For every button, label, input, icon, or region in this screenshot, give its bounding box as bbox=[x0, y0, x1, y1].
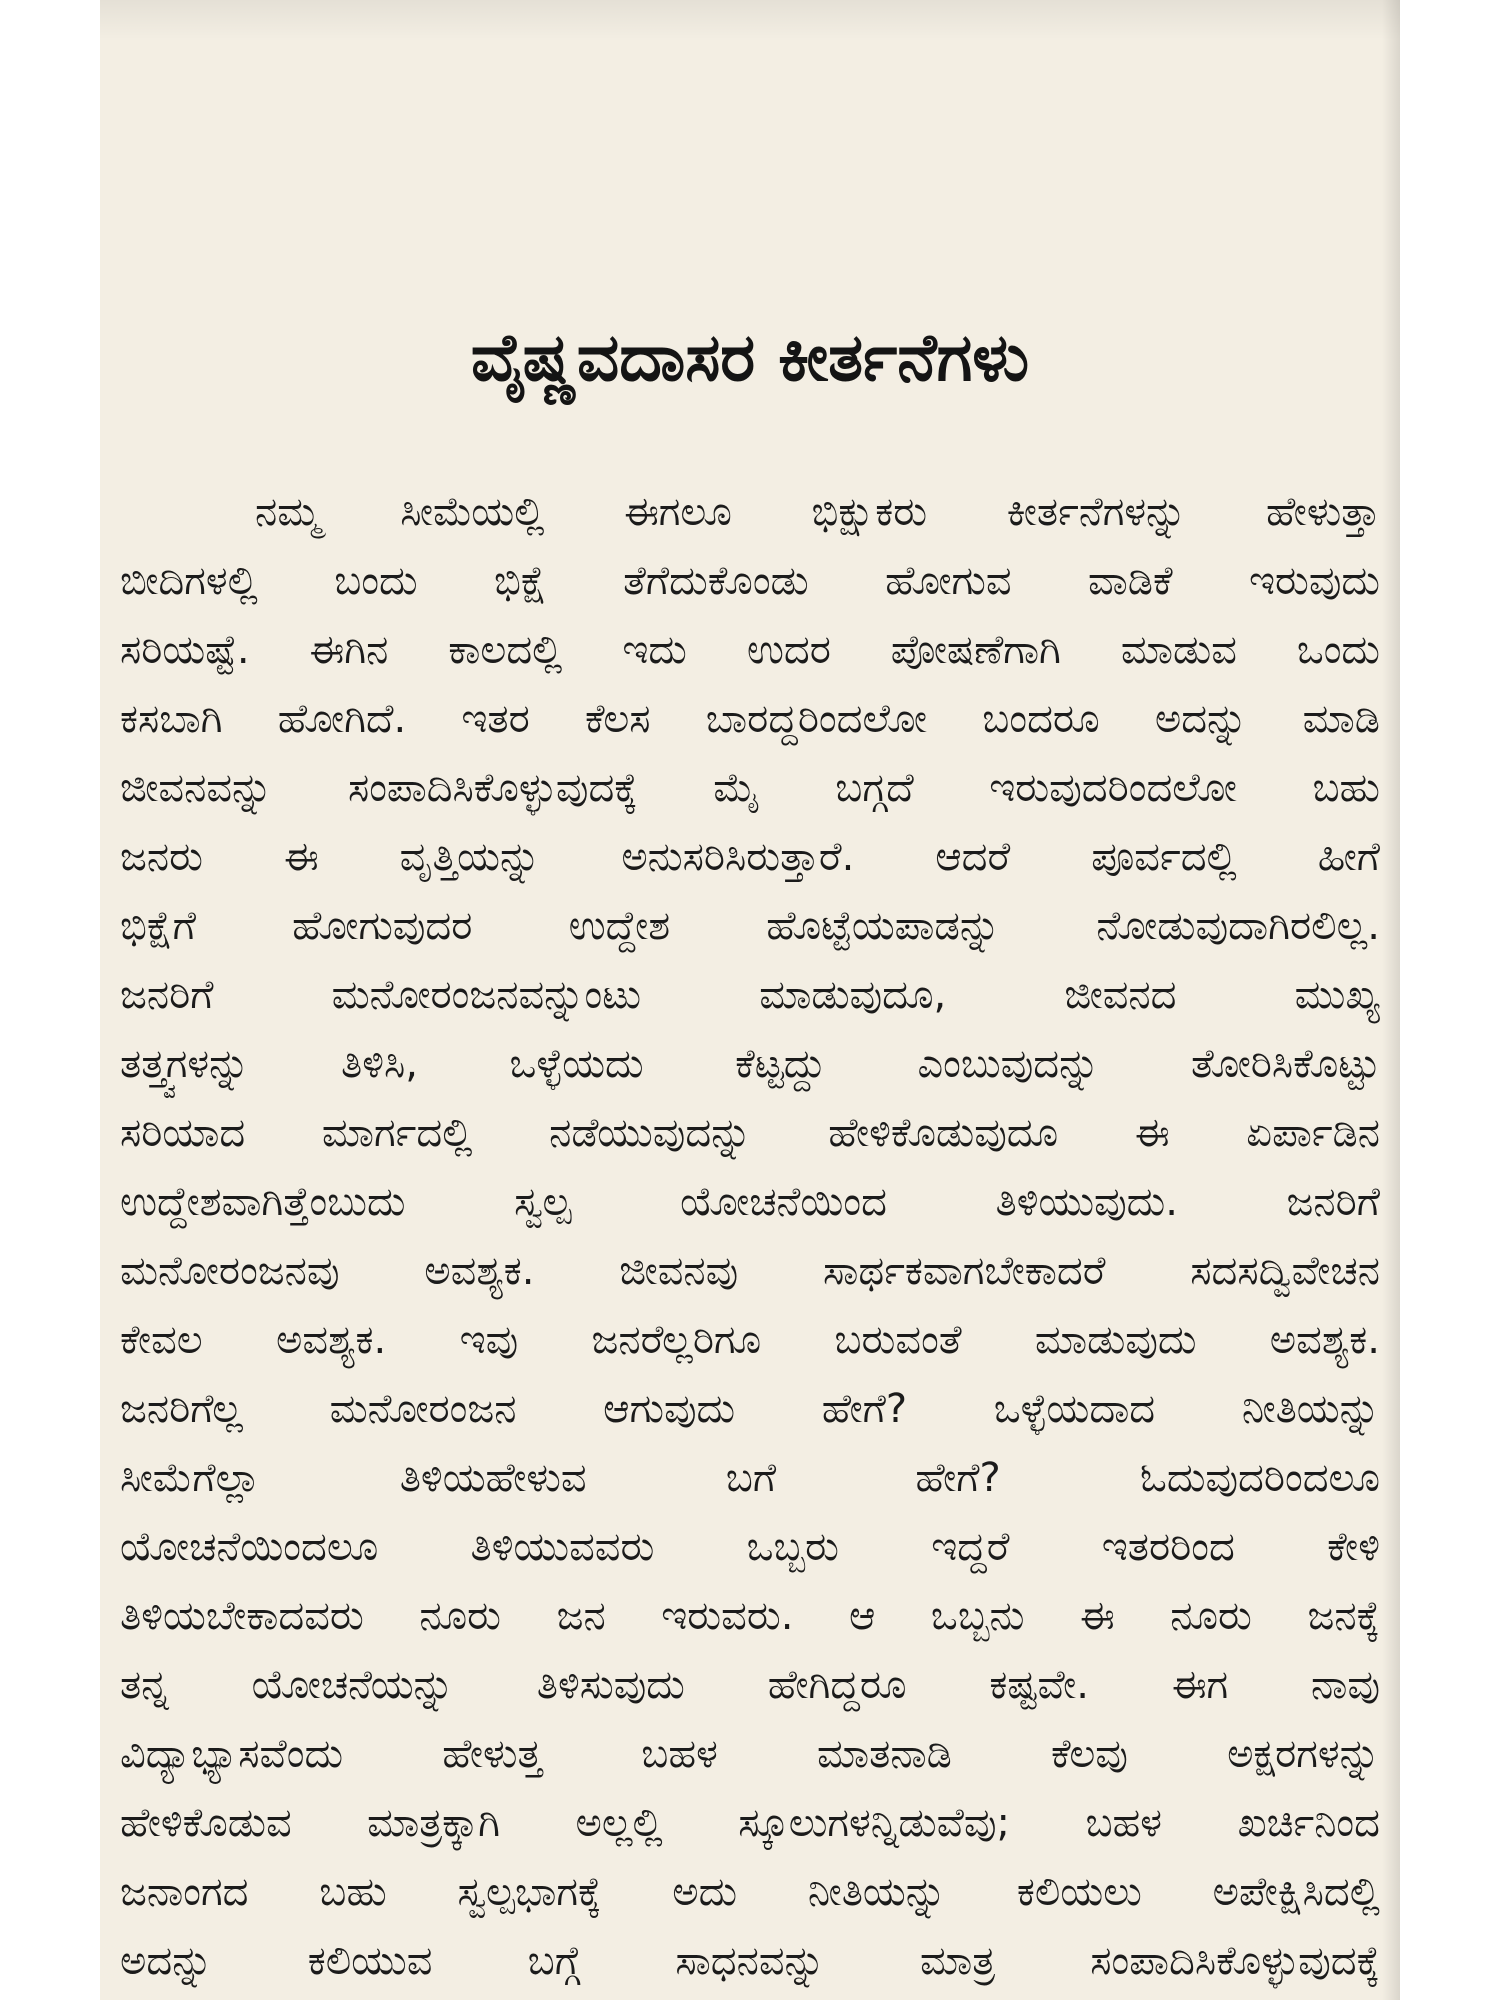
text-line: ತನ್ನ ಯೋಚನೆಯನ್ನು ತಿಳಿಸುವುದು ಹೇಗಿದ್ದರೂ ಕಷ್ಟವೇ. ಈಗ ನಾವು bbox=[120, 1662, 1380, 1708]
text-line: ತಿಳಿಯಬೇಕಾದವರು ನೂರು ಜನ ಇರುವರು. ಆ ಒಬ್ಬನು ಈ ನೂರು ಜನಕ್ಕೆ bbox=[120, 1593, 1380, 1639]
text-line: ಸರಿಯಷ್ಟೆ. ಈಗಿನ ಕಾಲದಲ್ಲಿ ಇದು ಉದರ ಪೋಷಣೆಗಾಗಿ ಮಾಡುವ ಒಂದು bbox=[120, 627, 1380, 673]
text-line: ಸೀಮೆಗೆಲ್ಲಾ ತಿಳಿಯಹೇಳುವ ಬಗೆ ಹೇಗೆ? ಓದುವುದರಿಂದಲೂ bbox=[120, 1455, 1380, 1501]
text-line: ಜನರಿಗೆ ಮನೋರಂಜನವನ್ನುಂಟು ಮಾಡುವುದೂ, ಜೀವನದ ಮುಖ್ಯ bbox=[120, 972, 1380, 1018]
text-line: ನಮ್ಮ ಸೀಮೆಯಲ್ಲಿ ಈಗಲೂ ಭಿಕ್ಷುಕರು ಕೀರ್ತನೆಗಳನ್ನು ಹೇಳುತ್ತಾ bbox=[255, 489, 1380, 535]
body-paragraph bbox=[120, 478, 1380, 1996]
text-line: ಅದನ್ನು ಕಲಿಯುವ ಬಗ್ಗೆ ಸಾಧನವನ್ನು ಮಾತ್ರ ಸಂಪಾದಿಸಿಕೊಳ್ಳುವುದಕ್ಕೆ bbox=[120, 1938, 1380, 1984]
text-line: ಜನಾಂಗದ ಬಹು ಸ್ವಲ್ಪಭಾಗಕ್ಕೆ ಅದು ನೀತಿಯನ್ನು ಕಲಿಯಲು ಅಪೇಕ್ಷಿಸಿದಲ್ಲಿ bbox=[120, 1869, 1380, 1915]
book-page bbox=[100, 0, 1400, 2000]
text-line: ಸರಿಯಾದ ಮಾರ್ಗದಲ್ಲಿ ನಡೆಯುವುದನ್ನು ಹೇಳಿಕೊಡುವುದೂ ಈ ಏರ್ಪಾಡಿನ bbox=[120, 1110, 1380, 1156]
text-line: ಕಸಬಾಗಿ ಹೋಗಿದೆ. ಇತರ ಕೆಲಸ ಬಾರದ್ದರಿಂದಲೋ ಬಂದರೂ ಅದನ್ನು ಮಾಡಿ bbox=[120, 696, 1380, 742]
text-line: ಯೋಚನೆಯಿಂದಲೂ ತಿಳಿಯುವವರು ಒಬ್ಬರು ಇದ್ದರೆ ಇತರರಿಂದ ಕೇಳಿ bbox=[120, 1524, 1380, 1570]
text-line: ವಿದ್ಯಾಭ್ಯಾಸವೆಂದು ಹೇಳುತ್ತ ಬಹಳ ಮಾತನಾಡಿ ಕೆಲವು ಅಕ್ಷರಗಳನ್ನು bbox=[120, 1731, 1380, 1777]
page-title: ವೈಷ್ಣವದಾಸರ ಕೀರ್ತನೆಗಳು bbox=[470, 319, 1030, 396]
text-line: ಉದ್ದೇಶವಾಗಿತ್ತೆಂಬುದು ಸ್ವಲ್ಪ ಯೋಚನೆಯಿಂದ ತಿಳಿಯುವುದು. ಜನರಿಗೆ bbox=[120, 1179, 1380, 1225]
text-line: ಜನರು ಈ ವೃತ್ತಿಯನ್ನು ಅನುಸರಿಸಿರುತ್ತಾರೆ. ಆದರೆ ಪೂರ್ವದಲ್ಲಿ ಹೀಗೆ bbox=[120, 834, 1380, 880]
text-line: ಮನೋರಂಜನವು ಅವಶ್ಯಕ. ಜೀವನವು ಸಾರ್ಥಕವಾಗಬೇಕಾದರೆ ಸದಸದ್ವಿವೇಚನ bbox=[120, 1248, 1380, 1294]
text-line: ಜನರಿಗೆಲ್ಲ ಮನೋರಂಜನ ಆಗುವುದು ಹೇಗೆ? ಒಳ್ಳೆಯದಾದ ನೀತಿಯನ್ನು bbox=[120, 1386, 1380, 1432]
text-line: ಬೀದಿಗಳಲ್ಲಿ ಬಂದು ಭಿಕ್ಷೆ ತೆಗೆದುಕೊಂಡು ಹೋಗುವ ವಾಡಿಕೆ ಇರುವುದು bbox=[120, 558, 1380, 604]
text-line: ಭಿಕ್ಷೆಗೆ ಹೋಗುವುದರ ಉದ್ದೇಶ ಹೊಟ್ಟೆಯಪಾಡನ್ನು ನೋಡುವುದಾಗಿರಲಿಲ್ಲ. bbox=[120, 903, 1380, 949]
text-line: ಹೇಳಿಕೊಡುವ ಮಾತ್ರಕ್ಕಾಗಿ ಅಲ್ಲಲ್ಲಿ ಸ್ಕೂಲುಗಳನ್ನಿಡುವೆವು; ಬಹಳ ಖರ್ಚಿನಿಂದ bbox=[120, 1800, 1380, 1846]
text-line: ಜೀವನವನ್ನು ಸಂಪಾದಿಸಿಕೊಳ್ಳುವುದಕ್ಕೆ ಮೈ ಬಗ್ಗದೆ ಇರುವುದರಿಂದಲೋ ಬಹು bbox=[120, 765, 1380, 811]
page-edge-shadow bbox=[1382, 0, 1400, 2000]
text-line: ತತ್ತ್ವಗಳನ್ನು ತಿಳಿಸಿ, ಒಳ್ಳೆಯದು ಕೆಟ್ಟದ್ದು ಎಂಬುವುದನ್ನು ತೋರಿಸಿಕೊಟ್ಟು bbox=[120, 1041, 1380, 1087]
page-top-shadow bbox=[100, 0, 1400, 40]
text-line: ಕೇವಲ ಅವಶ್ಯಕ. ಇವು ಜನರೆಲ್ಲರಿಗೂ ಬರುವಂತೆ ಮಾಡುವುದು ಅವಶ್ಯಕ. bbox=[120, 1317, 1380, 1363]
